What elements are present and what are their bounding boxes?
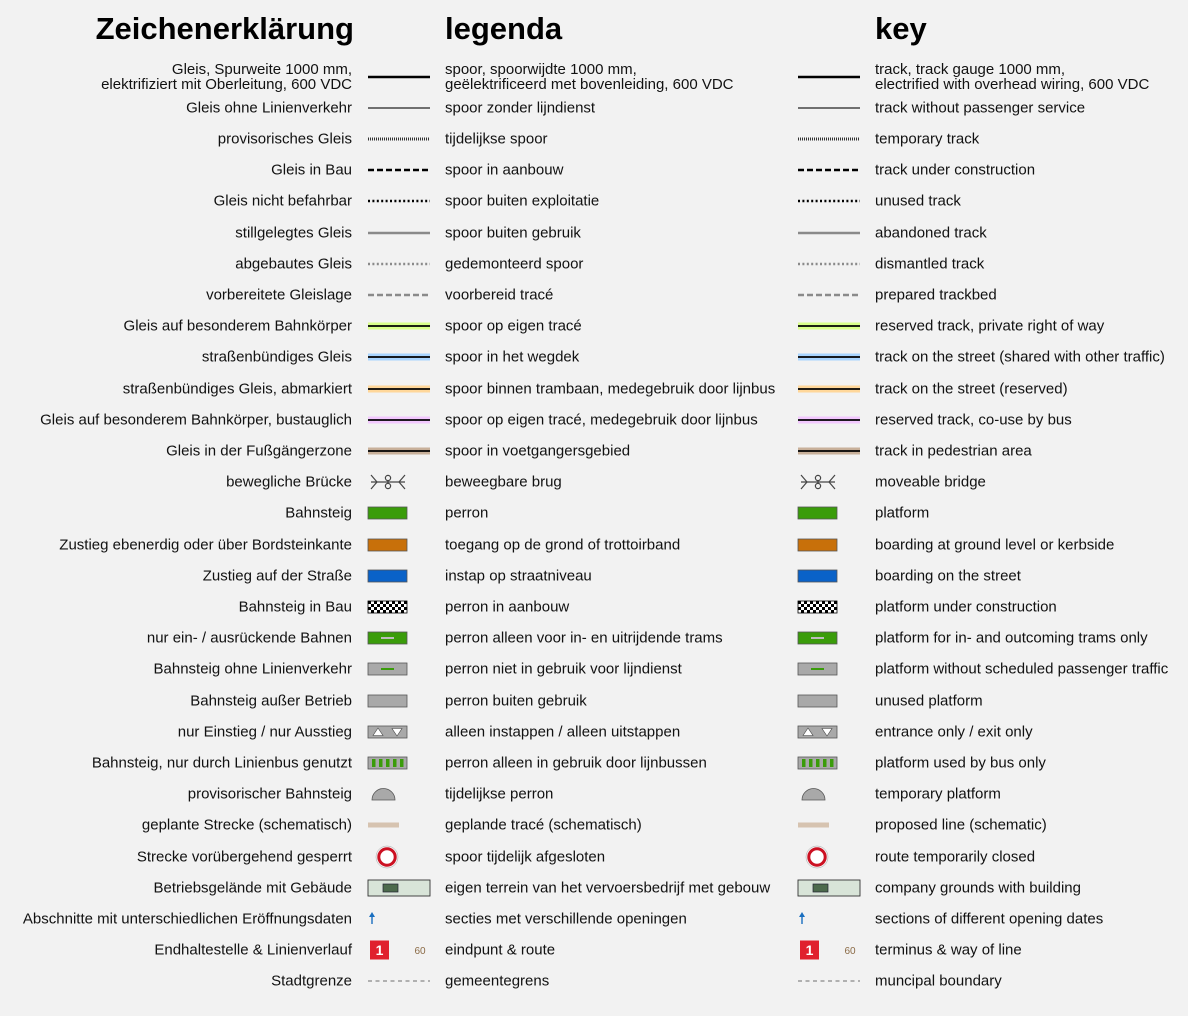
label-english: muncipal boundary — [875, 972, 1002, 990]
platform-bus-symbol-right — [794, 751, 864, 775]
label-dutch: tijdelijkse spoor — [445, 130, 548, 148]
legend-row-terminus — [0, 935, 1188, 966]
label-dutch: spoor tijdelijk afgesloten — [445, 848, 606, 865]
legend-row-track-thin — [0, 92, 1188, 123]
svg-text:1: 1 — [805, 942, 814, 959]
label-german: Bahnsteig ohne Linienverkehr — [153, 660, 352, 678]
label-german: vorbereitete Gleislage — [206, 286, 352, 304]
platform-street-symbol-right — [794, 564, 864, 588]
label-dutch: spoor op eigen tracé — [445, 317, 582, 335]
label-dutch: instap op straatniveau — [445, 567, 592, 585]
label-english: unused track — [875, 192, 961, 210]
track-construction-symbol-right — [794, 158, 864, 182]
header-german: Zeichenerklärung — [95, 11, 354, 46]
label-english: track in pedestrian area — [875, 442, 1032, 460]
legend-row-track-abandoned — [0, 217, 1188, 248]
platform-entry-exit-symbol-left — [364, 720, 434, 744]
legend-row-track-unused — [0, 186, 1188, 217]
label-english: sections of different opening dates — [875, 910, 1104, 928]
legend-row-track-street-reserved — [0, 373, 1188, 404]
label-english: dismantled track — [875, 255, 985, 273]
track-dismantled-symbol-right — [794, 252, 864, 276]
legend-row-platform-depot — [0, 623, 1188, 654]
opening-arrow-symbol-left — [364, 907, 434, 931]
label-dutch: perron alleen in gebruik door lijnbussen — [445, 754, 707, 772]
route-closed-symbol-right — [794, 845, 864, 869]
track-dismantled-symbol-left — [364, 252, 434, 276]
label-german: Gleis in Bau — [271, 161, 352, 179]
label-english: boarding at ground level or kerbside — [875, 536, 1115, 553]
label-german: nur Einstieg / nur Ausstieg — [177, 723, 352, 741]
platform-unused-symbol-left — [364, 689, 434, 713]
label-english: proposed line (schematic) — [875, 816, 1047, 834]
label-german: Abschnitte mit unterschiedlichen Eröffnungsdaten — [22, 910, 352, 928]
legend-row-opening-arrow — [0, 903, 1188, 934]
track-street-reserved-symbol-left — [364, 377, 434, 401]
label-german: Bahnsteig außer Betrieb — [190, 692, 352, 709]
track-prepared-symbol-right — [794, 283, 864, 307]
label-german: Bahnsteig, nur durch Linienbus genutzt — [91, 754, 352, 772]
route-closed-symbol-left — [364, 845, 434, 869]
legend-row-track-construction — [0, 155, 1188, 186]
legend-row-line-proposed — [0, 810, 1188, 841]
label-german: abgebautes Gleis — [235, 255, 352, 273]
label-dutch: alleen instappen / alleen uitstappen — [445, 723, 681, 741]
label-german: Gleis, Spurweite 1000 mm, elektrifiziert mit Oberleitung, 600 VDC — [101, 60, 352, 93]
label-english: terminus & way of line — [875, 941, 1022, 959]
label-english: platform for in- and outcoming trams only — [875, 629, 1148, 647]
label-english: reserved track, private right of way — [875, 317, 1105, 335]
label-german: provisorischer Bahnsteig — [187, 785, 352, 803]
track-street-symbol-right — [794, 345, 864, 369]
track-unused-symbol-left — [364, 189, 434, 213]
label-dutch: eindpunt & route — [445, 941, 556, 959]
legend-row-platform — [0, 498, 1188, 529]
track-reserved-symbol-right — [794, 314, 864, 338]
label-english: platform — [875, 504, 930, 522]
label-german: Endhaltestelle & Linienverlauf — [154, 941, 352, 959]
label-german: geplante Strecke (schematisch) — [141, 816, 352, 834]
label-dutch: spoor buiten exploitatie — [445, 192, 600, 210]
label-german: nur ein- / ausrückende Bahnen — [146, 629, 352, 647]
label-german: Gleis ohne Linienverkehr — [186, 99, 352, 117]
legend-row-platform-street — [0, 560, 1188, 591]
platform-entry-exit-symbol-right — [794, 720, 864, 744]
label-dutch: tijdelijkse perron — [445, 785, 554, 803]
header-dutch: legenda — [445, 11, 563, 46]
label-german: Gleis in der Fußgängerzone — [166, 442, 352, 460]
label-german: Betriebsgelände mit Gebäude — [153, 879, 352, 897]
svg-text:60: 60 — [414, 946, 426, 958]
platform-ground-symbol-right — [794, 533, 864, 557]
track-construction-symbol-left — [364, 158, 434, 182]
track-unused-symbol-right — [794, 189, 864, 213]
platform-bus-symbol-left — [364, 751, 434, 775]
company-grounds-symbol-left — [364, 876, 434, 900]
terminus-symbol-left — [364, 938, 434, 962]
platform-street-symbol-left — [364, 564, 434, 588]
label-english: boarding on the street — [875, 567, 1021, 585]
legend-row-track-dismantled — [0, 248, 1188, 279]
track-prepared-symbol-left — [364, 283, 434, 307]
label-english: reserved track, co-use by bus — [875, 411, 1072, 429]
label-english: prepared trackbed — [875, 286, 997, 304]
label-german: Gleis nicht befahrbar — [213, 192, 352, 210]
label-dutch: secties met verschillende openingen — [445, 910, 687, 928]
label-german: Zustieg auf der Straße — [202, 567, 352, 585]
track-symbol-left — [364, 65, 434, 89]
legend-row-track-temp — [0, 123, 1188, 154]
bridge-symbol-right — [794, 470, 864, 494]
track-pedestrian-symbol-right — [794, 439, 864, 463]
label-german: Bahnsteig — [285, 504, 352, 522]
platform-symbol-right — [794, 501, 864, 525]
label-english: platform used by bus only — [875, 754, 1046, 772]
legend-row-platform-noservice — [0, 654, 1188, 685]
label-german: straßenbündiges Gleis — [201, 348, 352, 366]
svg-text:1: 1 — [375, 942, 384, 959]
track-temp-symbol-right — [794, 127, 864, 151]
label-dutch: spoor in het wegdek — [445, 348, 580, 366]
label-english: entrance only / exit only — [875, 723, 1033, 741]
company-grounds-symbol-right — [794, 876, 864, 900]
label-english: track on the street (shared with other traffic) — [875, 348, 1165, 366]
track-pedestrian-symbol-left — [364, 439, 434, 463]
line-proposed-symbol-right — [794, 813, 864, 837]
platform-temp-symbol-left — [364, 782, 434, 806]
header-english: key — [875, 11, 927, 46]
label-english: track on the street (reserved) — [875, 380, 1068, 397]
label-german: provisorisches Gleis — [217, 130, 352, 148]
legend-row-track-pedestrian — [0, 435, 1188, 466]
legend-row-route-closed — [0, 841, 1188, 872]
label-dutch: gedemonteerd spoor — [445, 255, 584, 273]
label-german: Bahnsteig in Bau — [238, 598, 352, 616]
label-german: Stadtgrenze — [271, 972, 352, 990]
label-dutch: beweegbare brug — [445, 473, 562, 491]
platform-temp-symbol-right — [794, 782, 864, 806]
boundary-symbol-right — [794, 969, 864, 993]
label-german: straßenbündiges Gleis, abmarkiert — [122, 380, 352, 397]
track-thin-symbol-right — [794, 96, 864, 120]
svg-text:60: 60 — [844, 946, 856, 958]
terminus-symbol-right — [794, 938, 864, 962]
opening-arrow-symbol-right — [794, 907, 864, 931]
label-dutch: perron — [445, 504, 489, 522]
label-dutch: spoor buiten gebruik — [445, 224, 581, 241]
label-dutch: perron alleen voor in- en uitrijdende trams — [445, 629, 723, 647]
track-street-symbol-left — [364, 345, 434, 369]
label-english: platform without scheduled passenger traffic — [875, 660, 1169, 678]
legend-row-track-street — [0, 342, 1188, 373]
label-german: stillgelegtes Gleis — [235, 224, 352, 241]
platform-construction-symbol-left — [364, 595, 434, 619]
label-english: platform under construction — [875, 598, 1057, 616]
boundary-symbol-left — [364, 969, 434, 993]
legend-row-track — [0, 61, 1188, 92]
label-english: company grounds with building — [875, 879, 1081, 897]
legend-row-platform-bus — [0, 747, 1188, 778]
line-proposed-symbol-left — [364, 813, 434, 837]
legend-row-company-grounds — [0, 872, 1188, 903]
legend-row-boundary — [0, 966, 1188, 997]
legend-row-platform-temp — [0, 779, 1188, 810]
legend-row-platform-entry-exit — [0, 716, 1188, 747]
label-dutch: voorbereid tracé — [445, 286, 554, 304]
label-english: track under construction — [875, 161, 1036, 179]
legend-row-platform-construction — [0, 591, 1188, 622]
legend-row-track-bus — [0, 404, 1188, 435]
label-english: abandoned track — [875, 224, 987, 241]
label-german: Strecke vorübergehend gesperrt — [136, 848, 352, 865]
track-abandoned-symbol-left — [364, 221, 434, 245]
bridge-symbol-left — [364, 470, 434, 494]
track-reserved-symbol-left — [364, 314, 434, 338]
track-temp-symbol-left — [364, 127, 434, 151]
track-thin-symbol-left — [364, 96, 434, 120]
label-english: temporary track — [875, 130, 980, 148]
label-english: track without passenger service — [875, 99, 1086, 117]
track-bus-symbol-left — [364, 408, 434, 432]
label-english: unused platform — [875, 692, 983, 709]
platform-construction-symbol-right — [794, 595, 864, 619]
label-dutch: perron in aanbouw — [445, 598, 570, 616]
label-dutch: spoor zonder lijndienst — [445, 99, 596, 117]
label-dutch: gemeentegrens — [445, 972, 550, 990]
platform-noservice-symbol-left — [364, 657, 434, 681]
track-abandoned-symbol-right — [794, 221, 864, 245]
platform-noservice-symbol-right — [794, 657, 864, 681]
label-german: bewegliche Brücke — [226, 473, 352, 491]
label-dutch: geplande tracé (schematisch) — [445, 816, 642, 834]
legend-row-bridge — [0, 467, 1188, 498]
platform-unused-symbol-right — [794, 689, 864, 713]
label-dutch: eigen terrein van het vervoersbedrijf met gebouw — [445, 879, 771, 897]
label-dutch: spoor, spoorwijdte 1000 mm, geëlektrificeerd met bovenleiding, 600 VDC — [445, 60, 734, 93]
legend-row-track-prepared — [0, 279, 1188, 310]
label-dutch: perron buiten gebruik — [445, 692, 587, 709]
label-german: Zustieg ebenerdig oder über Bordsteinkante — [59, 536, 352, 553]
platform-depot-symbol-right — [794, 626, 864, 650]
track-bus-symbol-right — [794, 408, 864, 432]
label-english: temporary platform — [875, 785, 1001, 803]
platform-ground-symbol-left — [364, 533, 434, 557]
legend-row-track-reserved — [0, 311, 1188, 342]
label-english: track, track gauge 1000 mm, electrified with overhead wiring, 600 VDC — [875, 60, 1150, 93]
legend-row-platform-unused — [0, 685, 1188, 716]
label-german: Gleis auf besonderem Bahnkörper — [123, 317, 352, 335]
legend-row-platform-ground — [0, 529, 1188, 560]
label-english: route temporarily closed — [875, 848, 1036, 865]
label-dutch: spoor in aanbouw — [445, 161, 564, 179]
label-dutch: spoor binnen trambaan, medegebruik door lijnbus — [445, 380, 776, 397]
label-german: Gleis auf besonderem Bahnkörper, bustauglich — [40, 411, 352, 429]
track-symbol-right — [794, 65, 864, 89]
label-dutch: toegang op de grond of trottoirband — [445, 536, 681, 553]
label-dutch: perron niet in gebruik voor lijndienst — [445, 660, 682, 678]
platform-depot-symbol-left — [364, 626, 434, 650]
label-english: moveable bridge — [875, 473, 986, 491]
track-street-reserved-symbol-right — [794, 377, 864, 401]
label-dutch: spoor in voetgangersgebied — [445, 442, 631, 460]
label-dutch: spoor op eigen tracé, medegebruik door lijnbus — [445, 411, 758, 429]
platform-symbol-left — [364, 501, 434, 525]
